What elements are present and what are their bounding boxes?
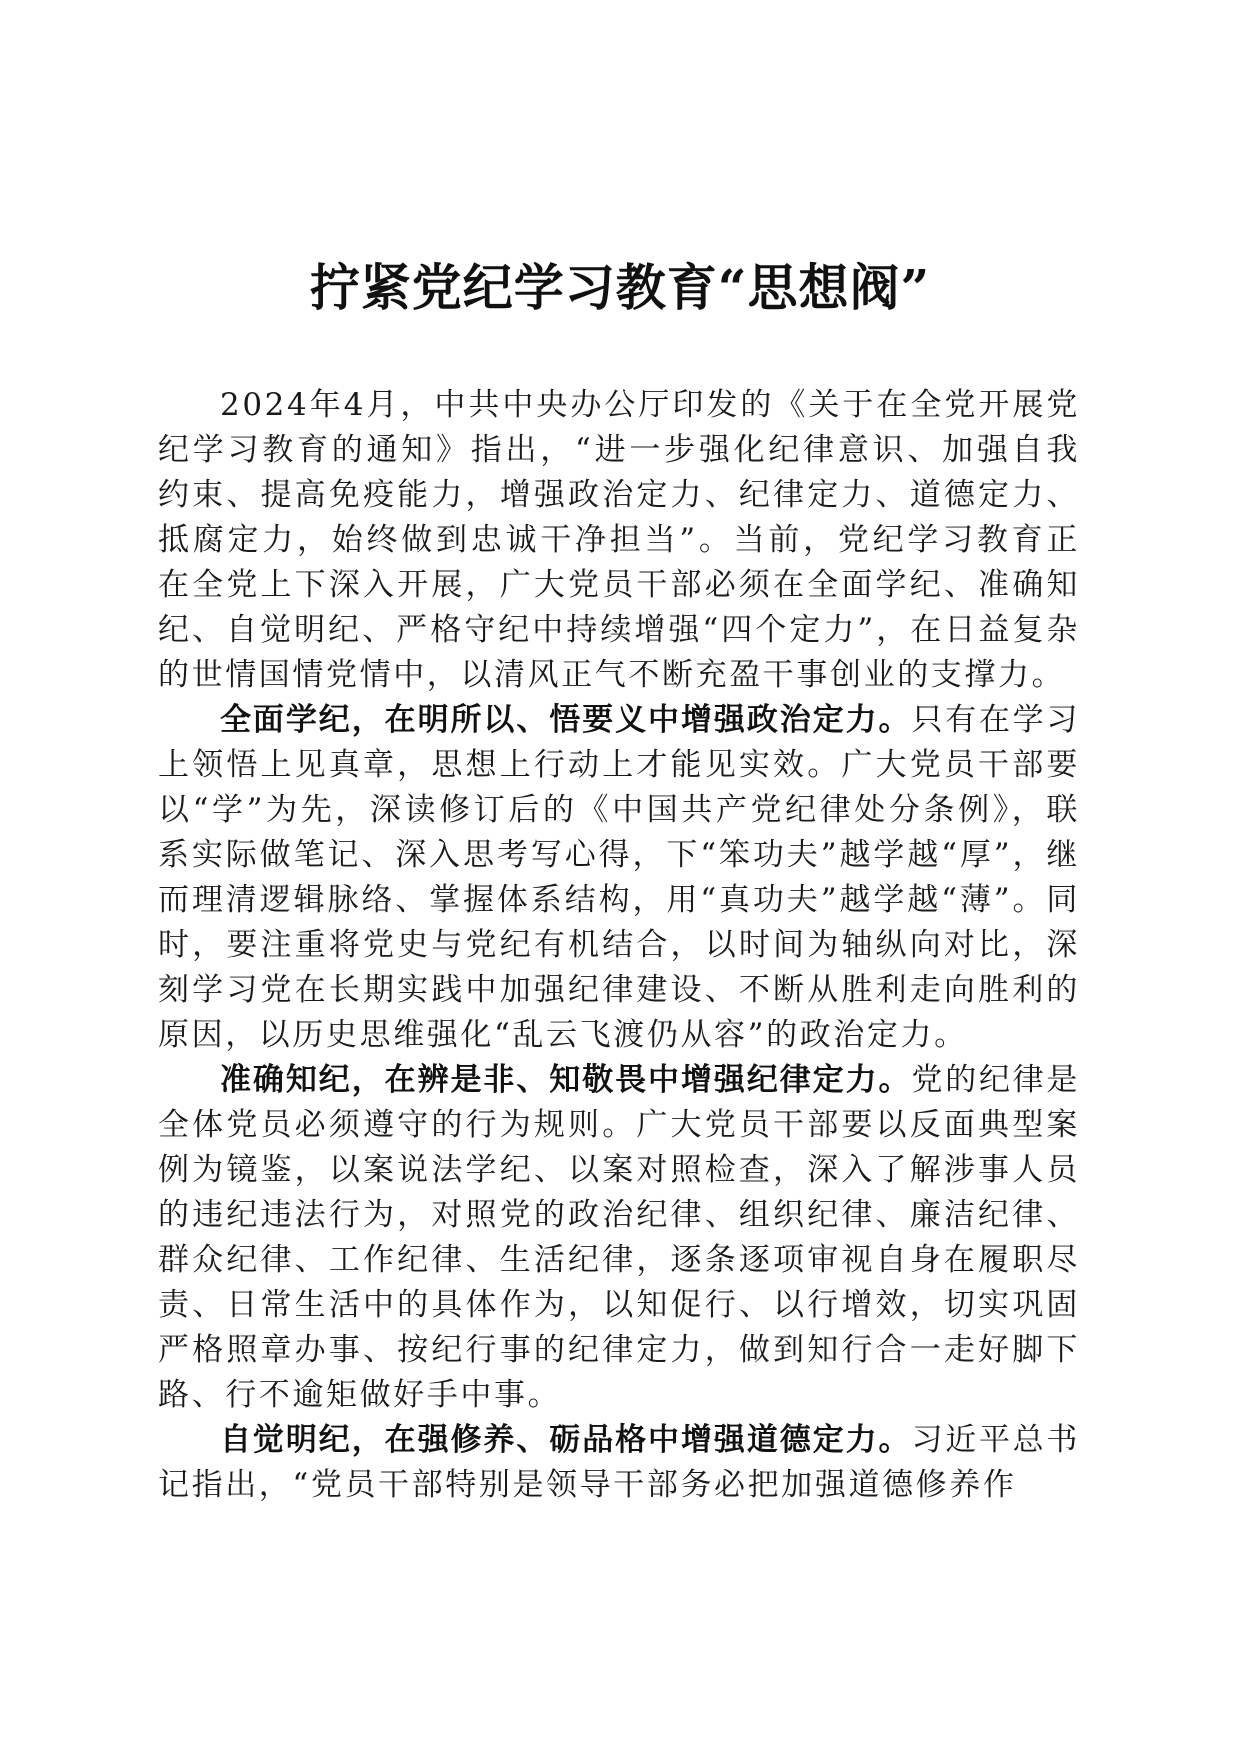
paragraph-discipline-definition [158, 1058, 1080, 1418]
document-title: 拧紧党纪学习教育“思想阀” [309, 258, 931, 317]
document-body [158, 383, 1080, 1508]
paragraph-text: 2024年4月，中共中央办公厅印发的《关于在全党开展党纪学习教育的通知》指出，“进一步强化纪律意识、加强自我约束、提高免疫能力，增强政治定力、纪律定力、道德定力、抵腐定力，始终做到忠诚干净担当”。当前，党纪学习教育正在全党上下深入开展，广大党员干部必须在全面学纪、准确知纪、自觉明纪、严格守纪中持续增强“四个定力”，在日益复杂的世情国情党情中，以清风正气不断充盈干事创业的支撑力。 [158, 387, 1080, 693]
paragraph-moral-discipline [158, 1418, 1080, 1508]
paragraph-intro [158, 383, 1080, 698]
paragraph-lead-heading: 自觉明纪，在强修养、砺品格中增强道德定力。 [220, 1422, 912, 1458]
paragraph-lead-heading: 准确知纪，在辨是非、知敬畏中增强纪律定力。 [220, 1062, 912, 1098]
paragraph-text: 只有在学习上领悟上见真章，思想上行动上才能见实效。广大党员干部要以“学”为先，深读修订后的《中国共产党纪律处分条例》，联系实际做笔记、深入思考写心得，下“笨功夫”越学越“厚”，继而理清逻辑脉络、掌握体系结构，用“真功夫”越学越“薄”。同时，要注重将党史与党纪有机结合，以时间为轴纵向对比，深刻学习党在长期实践中加强纪律建设、不断从胜利走向胜利的原因，以历史思维强化“乱云飞渡仍从容”的政治定力。 [158, 702, 1080, 1053]
paragraph-lead-heading: 全面学纪，在明所以、悟要义中增强政治定力。 [220, 702, 912, 738]
paragraph-political-discipline [158, 698, 1080, 1058]
paragraph-text: 习近平总书记指出，“党员干部特别是领导干部务必把加强道德修养作 [158, 1422, 1080, 1503]
paragraph-text: 党的纪律是全体党员必须遵守的行为规则。广大党员干部要以反面典型案例为镜鉴，以案说法学纪、以案对照检查，深入了解涉事人员的违纪违法行为，对照党的政治纪律、组织纪律、廉洁纪律、群众纪律、工作纪律、生活纪律，逐条逐项审视自身在履职尽责、日常生活中的具体作为，以知促行、以行增效，切实巩固严格照章办事、按纪行事的纪律定力，做到知行合一走好脚下路、行不逾矩做好手中事。 [158, 1062, 1080, 1413]
